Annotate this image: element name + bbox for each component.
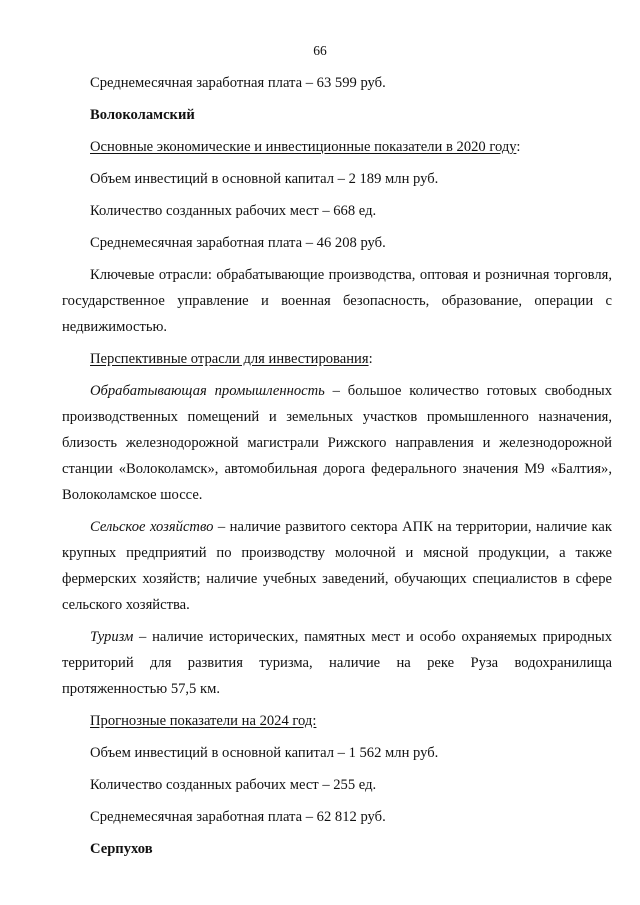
- indicator-2020-salary: Среднемесячная заработная плата – 46 208 руб.: [90, 235, 386, 251]
- agriculture-paragraph: [62, 514, 612, 618]
- indicators-2020-heading-text: Основные экономические и инвестиционные показатели в 2020 году: [90, 139, 517, 155]
- indicators-2020-heading-colon: :: [516, 139, 521, 155]
- indicator-2020-jobs: Количество созданных рабочих мест – 668 ед.: [90, 203, 377, 219]
- document-body: [62, 70, 612, 862]
- agriculture-text: – наличие развитого сектора АПК на территории, наличие как крупных предприятий по производству молочной и мясной продукции, а также фермерских хозяйств; наличие учебных заведений, обучающих специалистов в сфере сельского хозяйства.: [62, 519, 612, 613]
- page-number: 66: [313, 43, 327, 58]
- manufacturing-text: – большое количество готовых свободных производственных помещений и земельных участков промышленного назначения, близость железнодорожной магистрали Рижского направления и железнодорожной станции «Волоколамск», автомобильная дорога федерального значения М9 «Балтия», Волоколамское шоссе.: [62, 383, 612, 503]
- forecast-2024-jobs: Количество созданных рабочих мест – 255 ед.: [90, 777, 377, 793]
- key-industries: Ключевые отрасли: обрабатывающие производства, оптовая и розничная торговля, государственное управление и военная безопасность, образование, операции с недвижимостью.: [62, 267, 612, 335]
- forecast-2024-investment: Объем инвестиций в основной капитал – 1 562 млн руб.: [90, 745, 439, 761]
- prospective-heading-colon: :: [368, 351, 373, 367]
- forecast-2024-heading-text: Прогнозные показатели на 2024 год:: [90, 713, 317, 729]
- indicator-2020-investment: Объем инвестиций в основной капитал – 2 189 млн руб.: [90, 171, 439, 187]
- agriculture-term: Сельское хозяйство: [90, 519, 214, 535]
- prospective-heading: [90, 346, 612, 372]
- forecast-2024-heading: [90, 708, 612, 734]
- indicators-2020-heading: [90, 134, 612, 160]
- prospective-heading-text: Перспективные отрасли для инвестирования: [90, 351, 369, 367]
- intro-salary: Среднемесячная заработная плата – 63 599 руб.: [90, 75, 386, 91]
- manufacturing-paragraph: [62, 378, 612, 508]
- tourism-text: – наличие исторических, памятных мест и особо охраняемых природных территорий для развития туризма, наличие на реке Руза водохранилища протяженностью 57,5 км.: [62, 629, 612, 697]
- tourism-term: Туризм: [90, 629, 134, 645]
- forecast-2024-salary: Среднемесячная заработная плата – 62 812 руб.: [90, 809, 386, 825]
- tourism-paragraph: [62, 624, 612, 702]
- district-title: Волоколамский: [90, 107, 195, 123]
- next-district-title: Серпухов: [90, 841, 153, 857]
- manufacturing-term: Обрабатывающая промышленность: [90, 383, 325, 399]
